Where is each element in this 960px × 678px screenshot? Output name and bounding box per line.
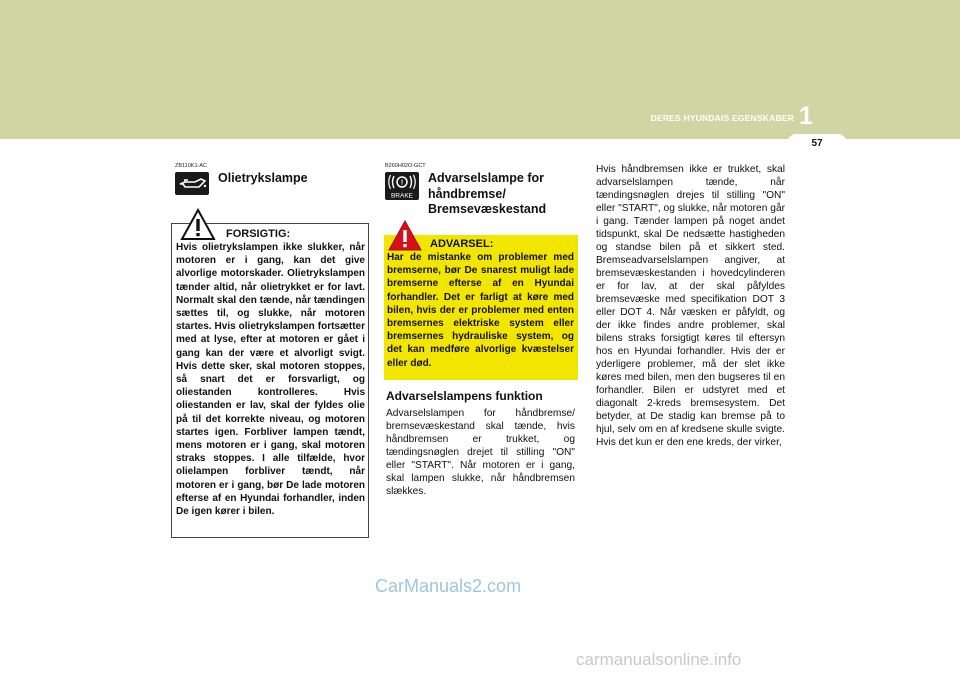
section-title-brake-line2: håndbremse/ bbox=[428, 186, 506, 201]
chapter-number: 1 bbox=[799, 102, 813, 130]
oil-pressure-icon bbox=[175, 172, 209, 195]
section-title-brake-line1: Advarselslampe for bbox=[428, 171, 545, 185]
page-number: 57 bbox=[811, 138, 823, 149]
section-title-brake-line3: Bremsevæskestand bbox=[428, 202, 547, 216]
svg-text:!: ! bbox=[400, 179, 404, 187]
caution-triangle-icon bbox=[180, 208, 216, 241]
watermark-center: CarManuals2.com bbox=[375, 576, 522, 596]
brake-warning-icon bbox=[385, 172, 419, 200]
warning-text: Har de mistanke om problemer med bremserne, bør De snarest muligt lade bremserne efterse af en Hyundai forhandler. Det er farligt at køre med bilen, hvis der er problemer med enten bremsernes elektriske system eller bremsernes hydrauliske system, og det kan medføre alvorlige kvæstelser eller død. bbox=[387, 252, 574, 369]
chapter-title: DERES HYUNDAIS EGENSKABER bbox=[650, 113, 794, 123]
body-text-col2: Advarselslampen for håndbremse/ bremsevæskestand skal tænde, hvis håndbremsen er trukket, og tændingsnøglen drejet til stilling "ON" eller "START". Når motoren er i gang, skal lampen slukke, når håndbremsen slækkes. bbox=[386, 408, 575, 497]
section-title-brake bbox=[428, 171, 546, 218]
subheading-lamp-function: Advarselslampens funktion bbox=[386, 389, 543, 403]
section-title-oil: Olietrykslampe bbox=[218, 171, 308, 185]
brake-icon-text: BRAKE bbox=[390, 192, 414, 200]
section-code-oil: ZB110K1-AC bbox=[175, 163, 207, 169]
warning-label: ADVARSEL: bbox=[430, 238, 494, 250]
warning-triangle-icon bbox=[387, 219, 423, 252]
section-code-brake: B260H02O-GCT bbox=[385, 163, 426, 169]
caution-label: FORSIGTIG: bbox=[226, 228, 291, 240]
watermark-footer: carmanualsonline.info bbox=[576, 650, 742, 669]
caution-text: Hvis olietrykslampen ikke slukker, når motoren er i gang, kan det give alvorlige motorskader. Olietrykslampen tænder altid, når olietrykket er for lavt. Normalt skal den tænde, når tændingen sættes til, og slukke, når motoren startes. Hvis olietrykslampen fortsætter med at lyse, efter at motoren er gået i gang kan der være et alvorligt svigt. Hvis dette sker, skal motoren stoppes, så snart det er forsvarligt, og oliestanden kontrolleres. Hvis oliestanden er lav, skal der fyldes olie på til det korrekte niveau, og motoren startes igen. Forbliver lampen tændt, mens motoren er i gang, skal motoren straks stoppes. I alle tilfælde, hvor olielampen forbliver tændt, når motoren er i gang, bør De lade motoren efterse af en Hyundai forhandler, inden De igen kører i bilen. bbox=[176, 242, 365, 518]
body-text-col3: Hvis håndbremsen ikke er trukket, skal advarselslampen tænde, når tændingsnøglen drejes til stilling "ON" eller "START", og slukke, når motoren går i gang. Tænder lampen på noget andet tidspunkt, skal De nedsætte hastigheden og standse bilen på et sikkert sted. Bremseadvarselslampen angiver, at bremsevæskestanden i hovedcylinderen er for lav, at der skal påfyldes bremsevæske med specifikation DOT 3 eller DOT 4. Når væsken er påfyldt, og der ikke findes andre problemer, skal bilens straks forsigtigt køres til eftersyn hos en Hyundai forhandler. Hvis der er yderligere problemer, må der slet ikke køres med bilen, men den bugseres til en forhandler. Bilen er udstyret med et diagonalt 2-kreds bremsesystem. Det betyder, at De stadig kan bremse på to hjul, selv om en af kredsene skulle svigte. Hvis det kun er den ene kreds, der virker, bbox=[596, 164, 785, 448]
